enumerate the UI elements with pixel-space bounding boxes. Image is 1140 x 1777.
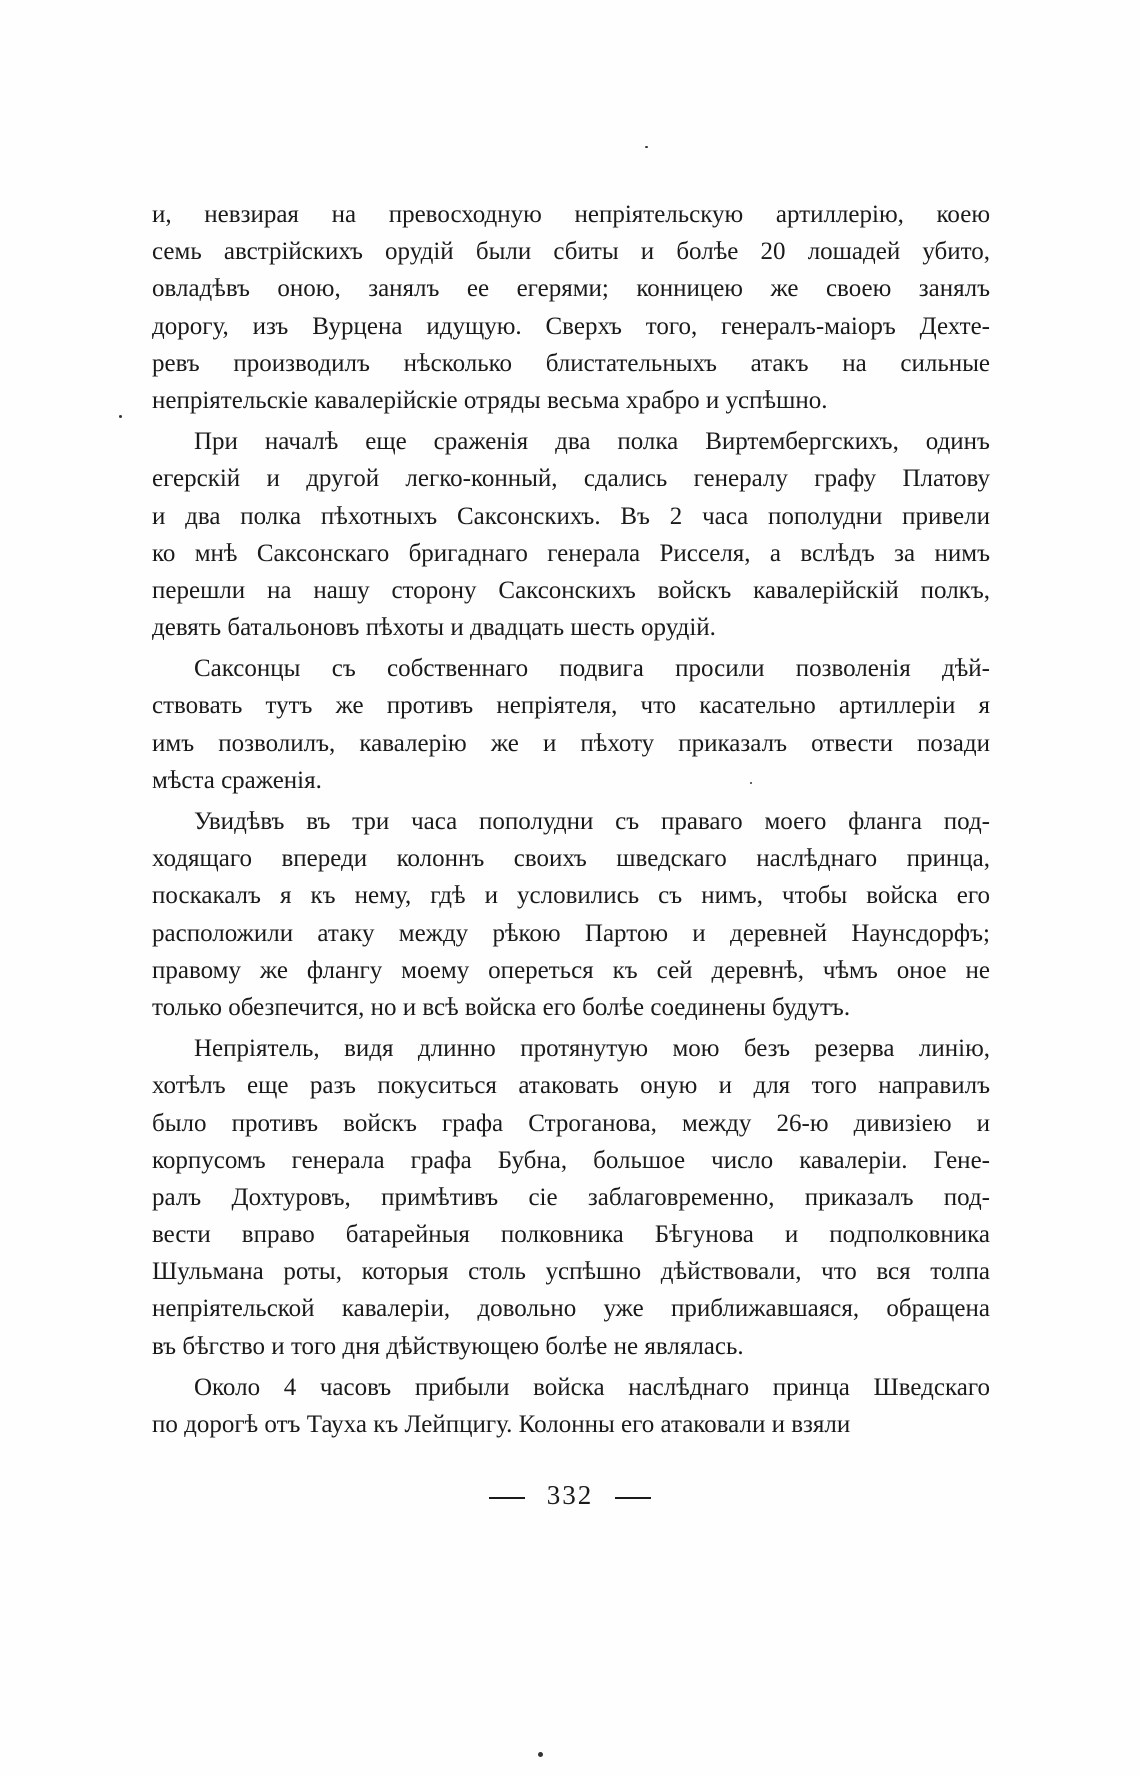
text-line: правому же флангу моему опереться къ сей деревнѣ, чѣмъ оное не xyxy=(152,956,990,984)
paragraph xyxy=(152,423,990,646)
text-line: овладѣвъ оною, занялъ ее егерями; конницею же своею занялъ xyxy=(152,275,990,303)
ink-speck xyxy=(119,415,122,418)
text-line: дорогу, изъ Вурцена идущую. Сверхъ того, генералъ-маіоръ Дехте- xyxy=(152,312,990,340)
ink-speck xyxy=(538,1752,543,1757)
text-line: расположили атаку между рѣкою Партою и деревней Наунсдорфъ; xyxy=(152,919,990,947)
page-number xyxy=(0,1480,1140,1511)
text-line: ствовать тутъ же противъ непріятеля, что касательно артиллеріи я xyxy=(152,692,990,720)
text-line: непріятельскіе кавалерійскіе отряды весьма храбро и успѣшно. xyxy=(152,386,828,414)
text-line: мѣста сраженія. xyxy=(152,766,322,794)
text-line: Непріятель, видя длинно протянутую мою безъ резерва линію, xyxy=(194,1035,990,1063)
text-line: и, невзирая на превосходную непріятельскую артиллерію, коею xyxy=(152,201,990,228)
text-line: вести вправо батарейныя полковника Бѣгунова и подполковника xyxy=(152,1221,990,1249)
text-line: ко мнѣ Саксонскаго бригаднаго генерала Рисселя, а вслѣдъ за нимъ xyxy=(152,539,990,567)
page-number-value: 332 xyxy=(546,1480,594,1510)
text-line: перешли на нашу сторону Саксонскихъ войскъ кавалерійскій полкъ, xyxy=(152,576,990,604)
text-line: Шульмана роты, которыя столь успѣшно дѣйствовали, что вся толпа xyxy=(152,1258,990,1286)
paragraph xyxy=(152,1369,990,1443)
ink-speck xyxy=(645,146,648,148)
text-line: ревъ производилъ нѣсколько блистательныхъ атакъ на сильные xyxy=(152,349,990,377)
body-text xyxy=(152,196,990,1447)
text-line: поскакалъ я къ нему, гдѣ и условились съ нимъ, чтобы войска его xyxy=(152,882,990,910)
page-number-dash-left xyxy=(489,1497,525,1499)
text-line: ходящаго впереди колоннъ своихъ шведскаго наслѣднаго принца, xyxy=(152,845,990,873)
text-line: Около 4 часовъ прибыли войска наслѣднаго принца Шведскаго xyxy=(194,1373,990,1401)
text-line: Саксонцы съ собственнаго подвига просили позволенія дѣй- xyxy=(194,655,990,683)
text-line: имъ позволилъ, кавалерію же и пѣхоту приказалъ отвести позади xyxy=(152,729,990,757)
text-line: и два полка пѣхотныхъ Саксонскихъ. Въ 2 часа пополудни привели xyxy=(152,502,990,530)
text-line: въ бѣгство и того дня дѣйствующею болѣе не являлась. xyxy=(152,1332,744,1360)
text-line: корпусомъ генерала графа Бубна, большое число кавалеріи. Гене- xyxy=(152,1146,990,1174)
paragraph xyxy=(152,1030,990,1365)
page-number-dash-right xyxy=(615,1497,651,1499)
paragraph xyxy=(152,803,990,1026)
text-line: егерскій и другой легко-конный, сдались генералу графу Платову xyxy=(152,465,990,493)
text-line: ралъ Дохтуровъ, примѣтивъ сіе заблаговременно, приказалъ под- xyxy=(152,1183,990,1211)
paragraph xyxy=(152,650,990,799)
text-line: только обезпечится, но и всѣ войска его болѣе соединены будутъ. xyxy=(152,993,851,1021)
text-line: было противъ войскъ графа Строганова, между 26-ю дивизіею и xyxy=(152,1109,990,1137)
text-line: по дорогѣ отъ Тауха къ Лейпцигу. Колонны его атаковали и взяли xyxy=(152,1411,851,1438)
text-line: непріятельской кавалеріи, довольно уже приближавшаяся, обращена xyxy=(152,1295,990,1323)
text-line: семь австрійскихъ орудій были сбиты и болѣе 20 лошадей убито, xyxy=(152,238,990,266)
text-line: девять батальоновъ пѣхоты и двадцать шесть орудій. xyxy=(152,614,716,642)
text-line: хотѣлъ еще разъ покуситься атаковать оную и для того направилъ xyxy=(152,1072,990,1100)
text-line: При началѣ еще сраженія два полка Виртембергскихъ, одинъ xyxy=(194,428,990,456)
paragraph xyxy=(152,196,990,419)
text-line: Увидѣвъ въ три часа пополудни съ праваго моего фланга под- xyxy=(194,808,990,835)
